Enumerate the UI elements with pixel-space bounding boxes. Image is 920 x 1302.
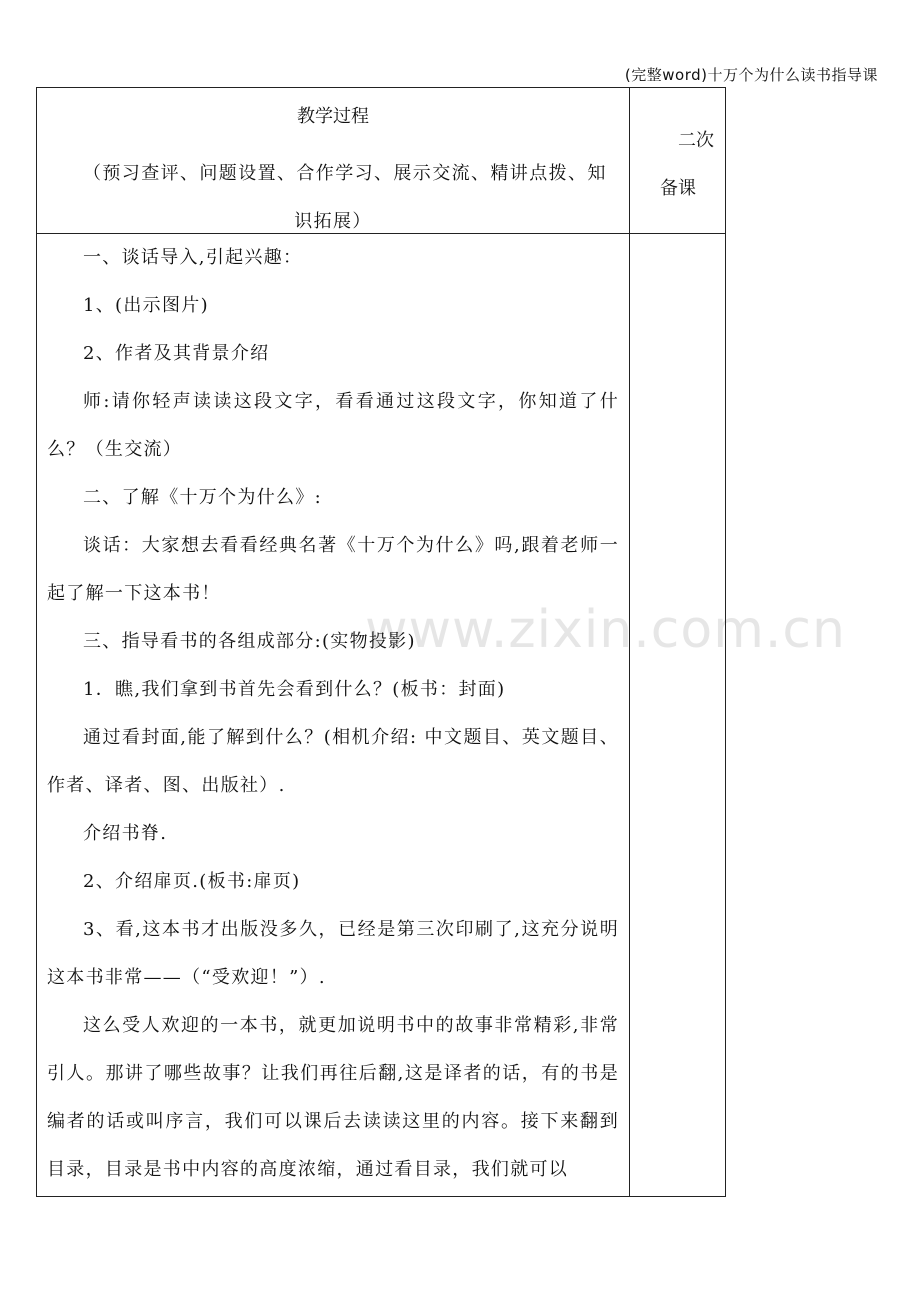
paragraph: 1、(出示图片): [83, 295, 209, 316]
paragraph: 1．瞧,我们拿到书首先会看到什么？(板书：封面): [83, 679, 506, 700]
subheading-line-2: 识拓展）: [294, 211, 372, 232]
lesson-plan-table: [36, 87, 726, 1197]
site-watermark: www.zixin.com.cn: [365, 600, 846, 660]
paragraph: 这么受人欢迎的一本书，就更加说明书中的故事非常精彩,非常引人。那讲了哪些故事？让我们再往后翻,这是译者的话，有的书是编者的话或叫序言，我们可以课后去读读这里的内容。接下来翻到目录，目录是书中内容的高度浓缩，通过看目录，我们就可以: [47, 1015, 619, 1180]
paragraph: 谈话：大家想去看看经典名著《十万个为什么》吗,跟着老师一起了解一下这本书！: [47, 535, 619, 604]
paragraph: 2、作者及其背景介绍: [83, 343, 270, 364]
teaching-process-heading: 教学过程: [297, 106, 369, 127]
second-preparation-header-cell: [630, 88, 726, 233]
subheading-line-1: （预习查评、问题设置、合作学习、展示交流、精讲点拨、知: [83, 163, 607, 184]
paragraph: 3、看,这本书才出版没多久，已经是第三次印刷了,这充分说明这本书非常——（“受欢迎！”）.: [47, 919, 619, 988]
paragraph: 一、谈话导入,引起兴趣：: [83, 247, 303, 268]
paragraph: 介绍书脊.: [83, 823, 168, 844]
column-divider: [629, 88, 630, 1196]
paragraph: 2、介绍扉页.(板书:扉页): [83, 871, 301, 892]
teaching-process-header-cell: [37, 88, 629, 233]
paragraph: 师:请你轻声读读这段文字，看看通过这段文字，你知道了什么？（生交流）: [47, 391, 619, 460]
teaching-process-subheading: [47, 150, 619, 246]
paragraph: 二、了解《十万个为什么》:: [83, 487, 322, 508]
paragraph: 三、指导看书的各组成部分:(实物投影): [83, 631, 416, 652]
second-preparation-heading-line-1: 二次: [678, 130, 714, 151]
second-preparation-heading-line-2: 备课: [660, 178, 696, 199]
teaching-process-content-cell: [47, 234, 619, 1196]
paragraph: 通过看封面,能了解到什么？(相机介绍: 中文题目、英文题目、作者、译者、图、出版社）.: [47, 727, 619, 796]
document-running-header: (完整word)十万个为什么读书指导课: [624, 66, 878, 84]
